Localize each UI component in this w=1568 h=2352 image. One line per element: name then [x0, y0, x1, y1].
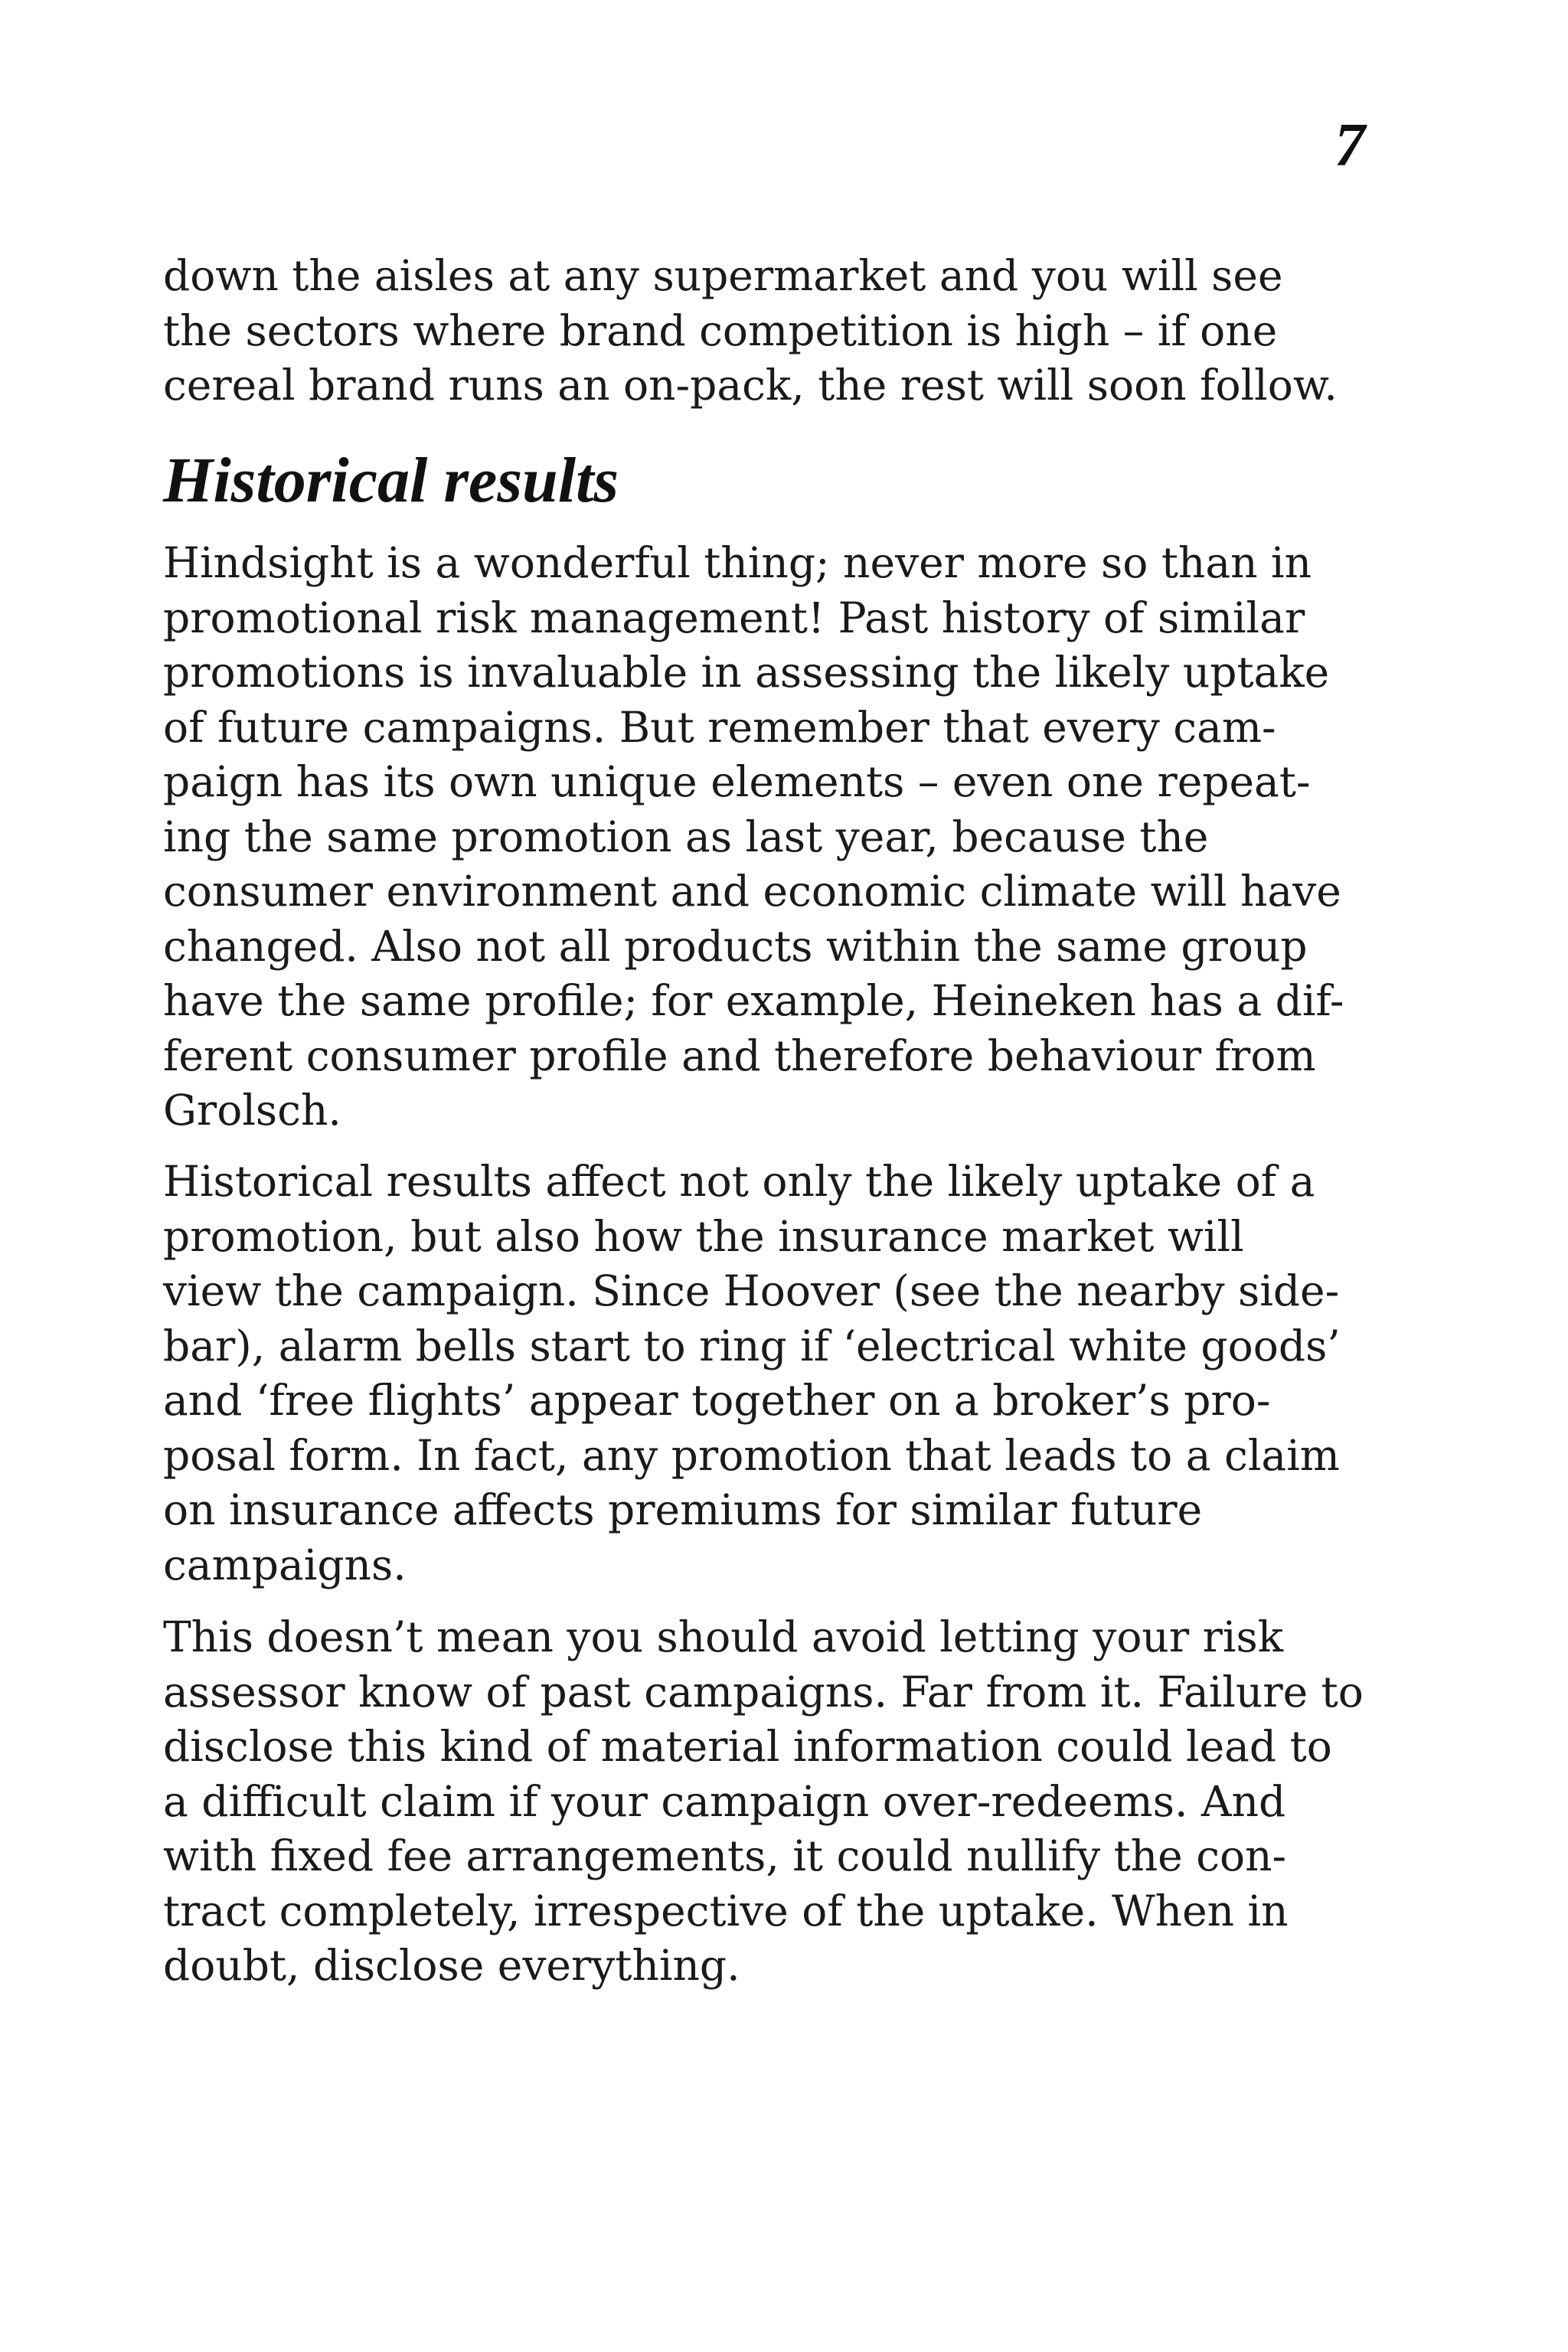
- text-line: changed. Also not all products within the same group: [163, 921, 1308, 971]
- text-line: a difficult claim if your campaign over-redeems. And: [163, 1776, 1286, 1826]
- text-line: of future campaigns. But remember that every cam-: [163, 702, 1276, 752]
- text-line: Historical results affect not only the likely uptake of a: [163, 1157, 1315, 1206]
- text-line: the sectors where brand competition is high – if one: [163, 305, 1278, 355]
- paragraph-hindsight: [163, 536, 1419, 1138]
- text-line: cereal brand runs an on-pack, the rest will soon follow.: [163, 361, 1338, 410]
- paragraph-disclosure: [163, 1610, 1419, 1994]
- text-line: have the same profile; for example, Heineken has a dif-: [163, 976, 1344, 1025]
- text-line: on insurance affects premiums for similar future: [163, 1485, 1203, 1534]
- intro-paragraph: [163, 249, 1419, 413]
- text-line: ing the same promotion as last year, because the: [163, 812, 1209, 861]
- text-line: ferent consumer profile and therefore behaviour from: [163, 1031, 1316, 1080]
- section-heading: Historical results: [163, 445, 619, 516]
- text-line: promotional risk management! Past history of similar: [163, 593, 1305, 642]
- text-line: view the campaign. Since Hoover (see the nearby side-: [163, 1266, 1340, 1315]
- text-line: promotions is invaluable in assessing the likely uptake: [163, 648, 1330, 697]
- text-line: promotion, but also how the insurance market will: [163, 1211, 1244, 1261]
- text-line: tract completely, irrespective of the uptake. When in: [163, 1886, 1289, 1936]
- text-line: and ‘free flights’ appear together on a broker’s pro-: [163, 1376, 1271, 1425]
- paragraph-historical-results: [163, 1155, 1419, 1592]
- text-line: assessor know of past campaigns. Far from it. Failure to: [163, 1667, 1364, 1717]
- text-line: bar), alarm bells start to ring if ‘electrical white goods’: [163, 1321, 1341, 1370]
- text-line: paign has its own unique elements – even one repeat-: [163, 757, 1311, 806]
- text-line: doubt, disclose everything.: [163, 1941, 740, 1990]
- text-line: with fixed fee arrangements, it could nullify the con-: [163, 1831, 1287, 1880]
- page-number: 7: [1334, 112, 1365, 179]
- text-line: posal form. In fact, any promotion that leads to a claim: [163, 1430, 1340, 1480]
- text-line: disclose this kind of material information could lead to: [163, 1722, 1332, 1771]
- text-line: This doesn’t mean you should avoid letting your risk: [163, 1612, 1284, 1661]
- text-line: consumer environment and economic climate will have: [163, 867, 1341, 916]
- text-line: Grolsch.: [163, 1086, 341, 1135]
- text-line: campaigns.: [163, 1540, 407, 1589]
- text-line: down the aisles at any supermarket and you will see: [163, 251, 1283, 300]
- text-line: Hindsight is a wonderful thing; never more so than in: [163, 538, 1312, 587]
